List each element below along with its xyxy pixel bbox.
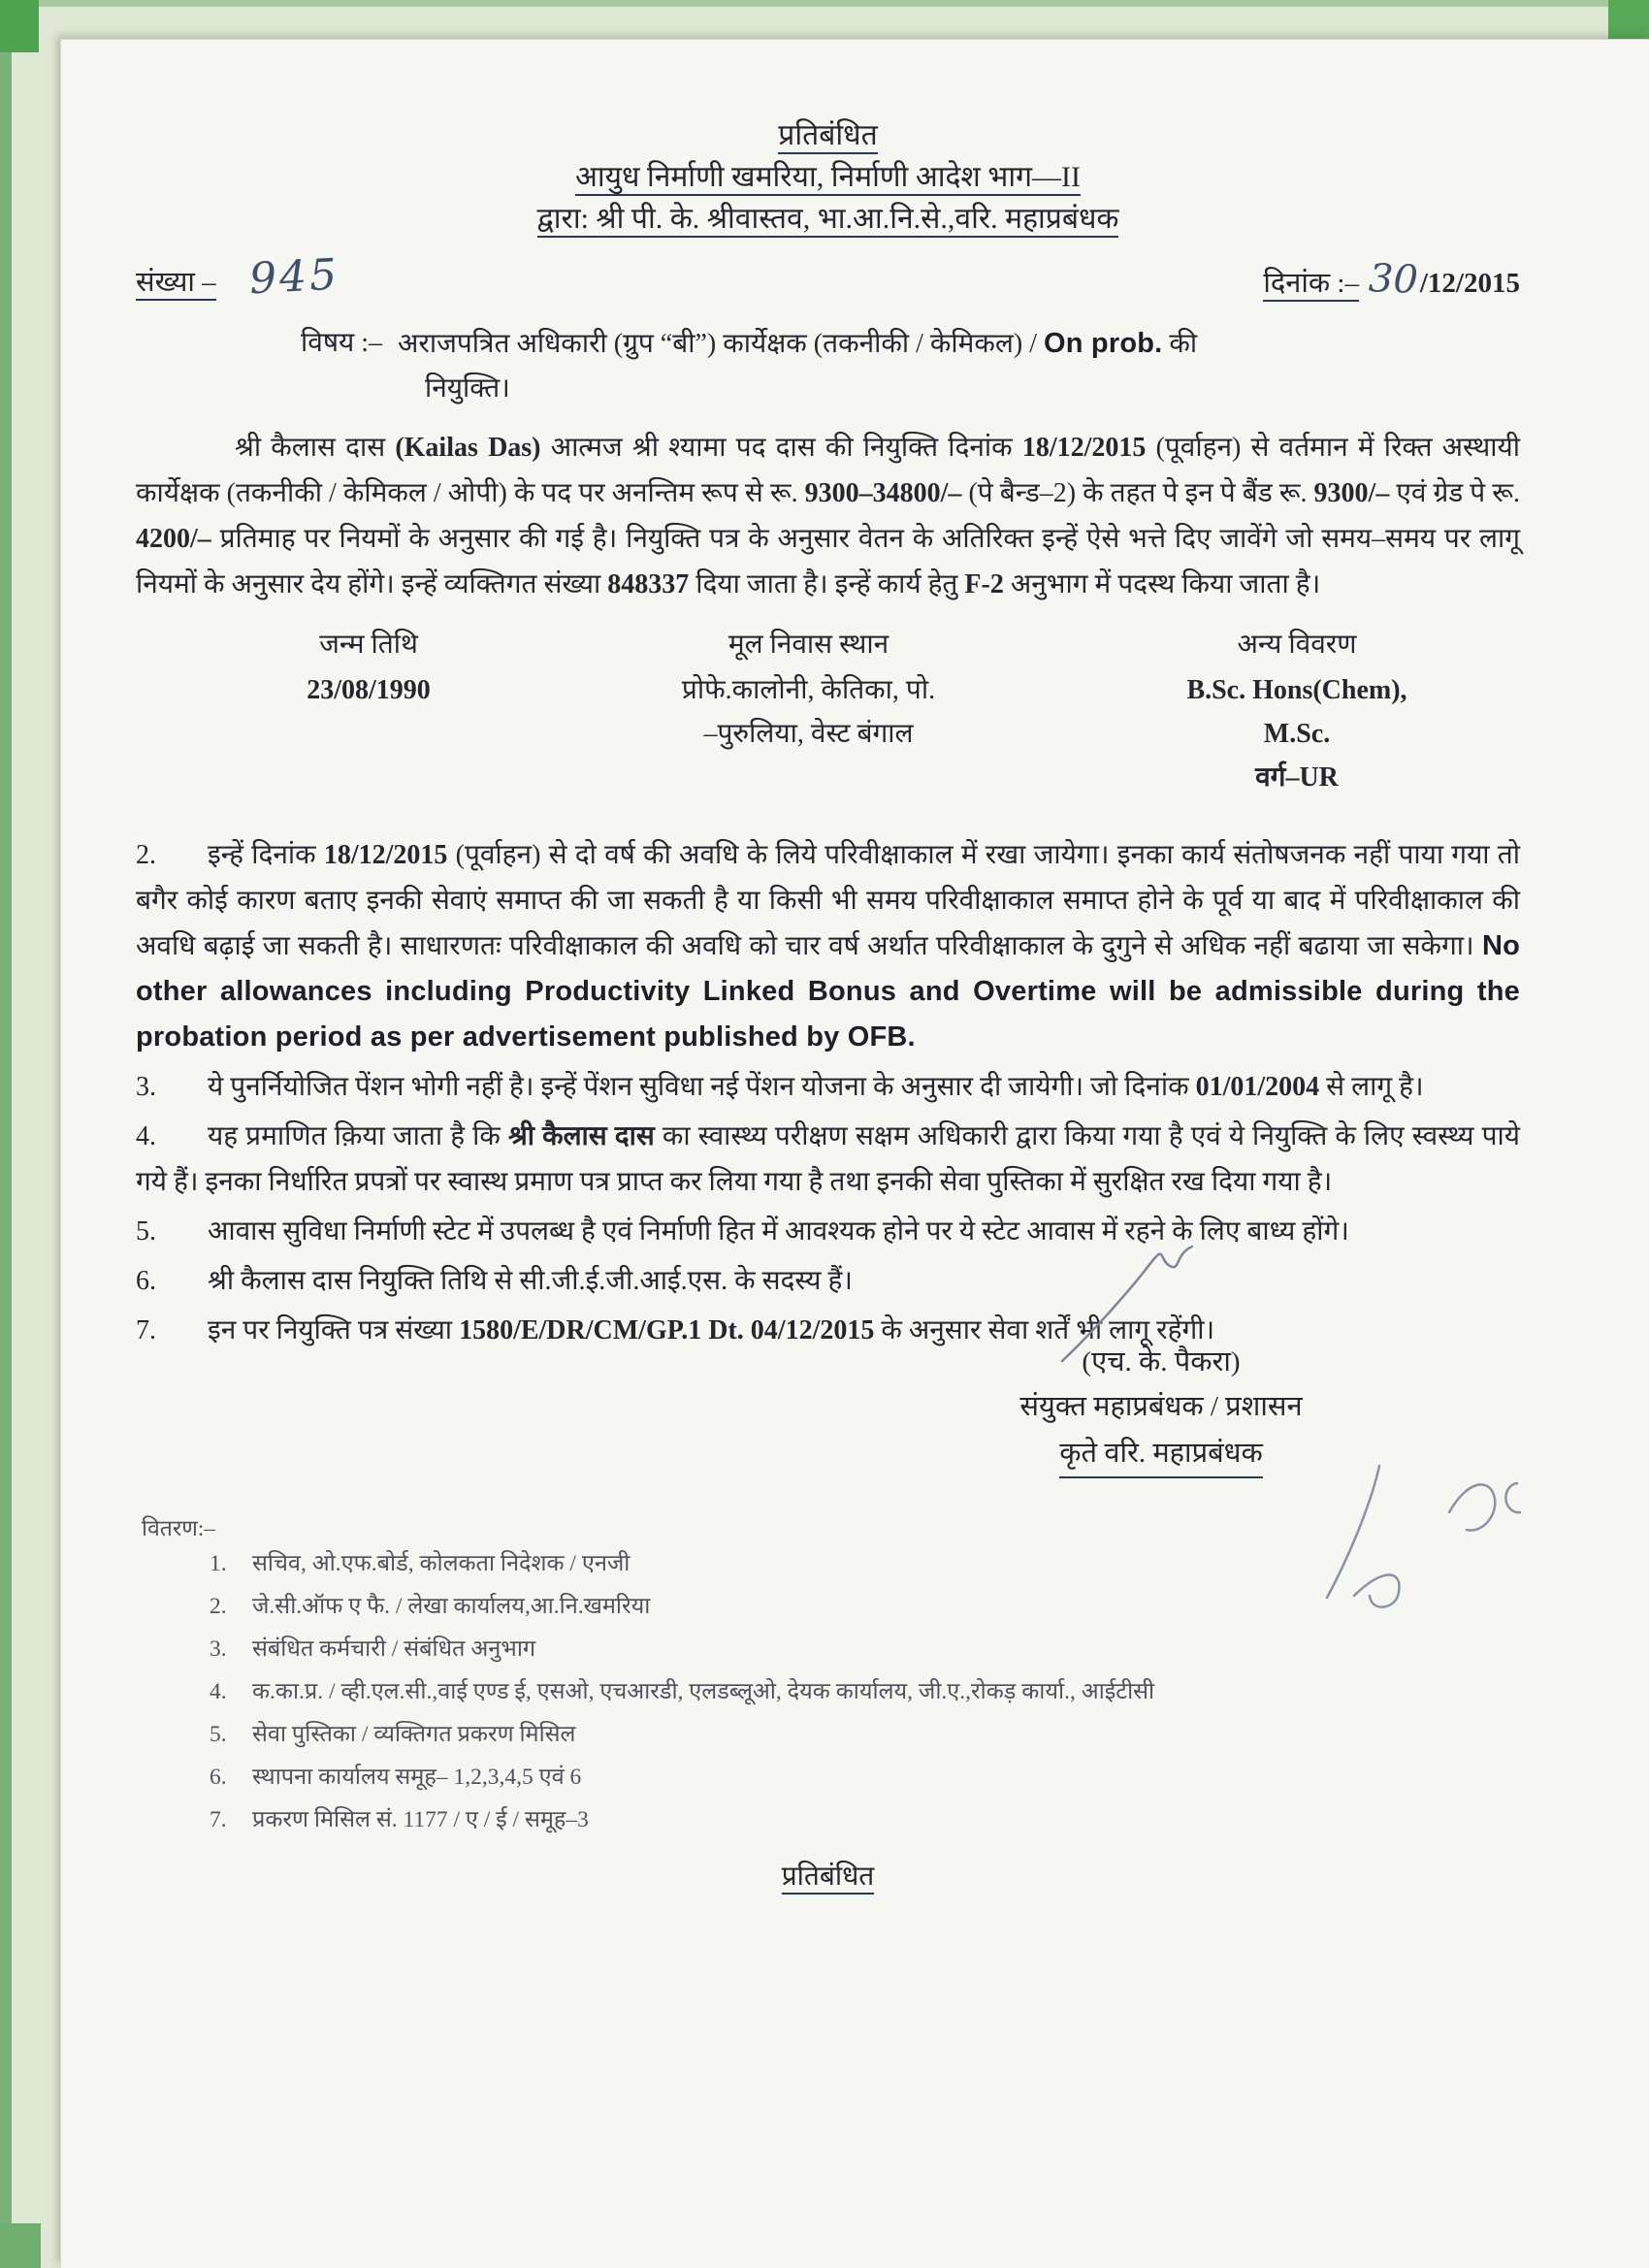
paragraph-number: 2. <box>136 840 156 870</box>
text-segment: श्री कैलास दास नियुक्ति तिथि से सी.जी.ई.जी.आई.एस. के सदस्य हैं। <box>208 1266 854 1296</box>
org-line-wrap <box>136 156 1520 198</box>
distribution-item-number: 1. <box>210 1551 227 1576</box>
distribution-item-text: सेवा पुस्तिका / व्यक्तिगत प्रकरण मिसिल <box>252 1722 576 1747</box>
text-segment: प्रतिमाह पर नियमों के अनुसार की गई है। नियुक्ति पत्र के अनुसार वेतन के अतिरिक्त इन्हें ऐसे भत्ते दिए जावेंगे जो समय–समय पर लागू नियमों के अनुसार देय होंगे। इन्हें व्यक्तिगत संख्या <box>136 524 1520 599</box>
info-value: प्रोफे.कालोनी, केतिका, पो. <box>681 675 936 705</box>
distribution-item-number: 6. <box>210 1765 227 1790</box>
text-segment: On prob. <box>1044 328 1163 359</box>
subject-block <box>301 321 1520 411</box>
number-handwritten: 945 <box>247 249 340 305</box>
text-segment: 01/01/2004 <box>1195 1072 1320 1102</box>
subject-line-1 <box>398 321 1197 367</box>
text-segment: (पे बैन्ड–2) के तहत पे इन पे बैंड रू. <box>961 478 1314 508</box>
subject-label: विषय :– <box>301 328 383 358</box>
text-segment: 9300–34800/– <box>804 478 962 508</box>
numbered-paragraph <box>136 1064 1520 1110</box>
paragraph-number: 6. <box>136 1266 156 1296</box>
text-segment: यह प्रमाणित क़िया जाता है कि <box>208 1121 508 1151</box>
paragraph-number: 3. <box>136 1072 156 1102</box>
text-segment: 4200/– <box>136 524 211 554</box>
info-value: B.Sc. Hons(Chem), <box>1186 675 1407 705</box>
text-segment: इन पर नियुक्ति पत्र संख्या <box>208 1315 460 1345</box>
document-paper <box>60 39 1649 2268</box>
appointment-paragraph <box>136 425 1520 607</box>
info-header: मूल निवास स्थान <box>728 630 889 660</box>
number-label: संख्या – <box>136 267 216 301</box>
doc-classification: प्रतिबंधित <box>778 119 877 154</box>
distribution-item <box>210 1670 1520 1713</box>
text-segment: 18/12/2015 <box>1021 433 1147 463</box>
text-segment: अनुभाग में पदस्थ किया जाता है। <box>1003 569 1321 599</box>
signature-name: (एच. के. पैकरा) <box>1082 1346 1241 1377</box>
info-header: जन्म तिथि <box>319 630 418 660</box>
distribution-item <box>210 1798 1520 1841</box>
numbered-paragraphs <box>136 832 1520 1353</box>
distribution-item-text: जे.सी.ऑफ ए फै. / लेखा कार्यालय,आ.नि.खमरिया <box>252 1594 651 1619</box>
signature-designation: संयुक्त महाप्रबंधक / प्रशासन <box>1019 1391 1303 1422</box>
subject-body <box>398 321 1197 411</box>
date-label: दिनांक :– <box>1263 268 1359 302</box>
text-segment: की <box>1162 329 1198 359</box>
paragraph-number: 4. <box>136 1121 156 1151</box>
number-date-row <box>136 249 1520 305</box>
text-segment: अराजपत्रित अधिकारी (ग्रुप “बी”) कार्येक्षक (तकनीकी / केमिकल) / <box>398 329 1044 359</box>
text-segment: आत्मज श्री श्यामा पद दास की नियुक्ति दिनांक <box>540 433 1022 463</box>
numbered-paragraph <box>136 1114 1520 1205</box>
distribution-item-text: सचिव, ओ.एफ.बोर्ड, कोलकता निदेशक / एनजी <box>252 1551 630 1576</box>
distribution-item-text: संबंधित कर्मचारी / संबंधित अनुभाग <box>252 1636 536 1662</box>
text-segment: श्री कैलास दास <box>507 1121 655 1151</box>
text-segment: (पूर्वाहन) से दो वर्ष की अवधि के लिये परिवीक्षाकाल में रखा जायेगा। इनका कार्य संतोषजनक नहीं पाया गया तो बगैर कोई कारण बताए इनकी सेवाएं समाप्त की जा सकती है या किसी भी समय परिवीक्षाकाल समाप्त होने के पूर्व या बाद में परिवीक्षाकाल की अवधि बढ़ाई जा सकती है। साधारणतः परिवीक्षाकाल की अवधि को चार वर्ष अर्थात परिवीक्षाकाल के दुगुने से अधिक नहीं बढाया जा सकेगा। <box>136 840 1520 961</box>
signature-scribble-icon <box>1054 1239 1210 1365</box>
date-day-handwritten: 30 <box>1368 256 1419 303</box>
text-segment: से लागू है। <box>1319 1072 1424 1102</box>
distribution-item-text: स्थापना कार्यालय समूह– 1,2,3,4,5 एवं 6 <box>252 1765 582 1790</box>
text-segment: 1580/E/DR/CM/GP.1 Dt. 04/12/2015 <box>459 1315 875 1345</box>
authority-line: द्वारा: श्री पी. के. श्रीवास्तव, भा.आ.नि.से.,वरि. महाप्रबंधक <box>537 203 1119 238</box>
text-segment: 18/12/2015 <box>323 840 448 870</box>
distribution-item-number: 5. <box>210 1722 227 1747</box>
info-value: M.Sc. <box>1263 719 1331 749</box>
scanner-bed-corner-bottom-left <box>0 2223 41 2268</box>
footer-classification: प्रतिबंधित <box>782 1862 875 1895</box>
details-columns <box>223 623 1491 799</box>
paragraph-number: 7. <box>136 1315 156 1345</box>
distribution-item-number: 3. <box>210 1636 227 1662</box>
text-segment: ये पुनर्नियोजित पेंशन भोगी नहीं है। इन्हें पेंशन सुविधा नई पेंशन योजना के अनुसार दी जायेगी। जो दिनांक <box>208 1072 1196 1102</box>
approval-scribble-icon <box>1311 1450 1554 1635</box>
text-segment: के अनुसार सेवा शर्तें भी लागू रहेंगी। <box>874 1315 1215 1345</box>
text-segment: दिया जाता है। इन्हें कार्य हेतु <box>689 569 965 599</box>
info-value: वर्ग–UR <box>1255 762 1339 793</box>
scanner-bed-corner-top-left <box>0 0 39 52</box>
doc-classification-wrap <box>136 114 1520 156</box>
number-field <box>136 249 340 305</box>
text-segment: 848337 <box>607 569 690 599</box>
date-field <box>1263 257 1520 302</box>
text-segment: आवास सुविधा निर्माणी स्टेट में उपलब्ध है एवं निर्माणी हित में आवश्यक होने पर ये स्टेट आवास में रहने के लिए बाध्य होंगे। <box>208 1216 1349 1247</box>
footer-classification-wrap <box>136 1857 1520 1894</box>
distribution-item-number: 2. <box>210 1594 227 1619</box>
text-segment: का स्वास्थ्य परीक्षण सक्षम अधिकारी द्वारा किया गया है एवं ये नियुक्ति के लिए स्वस्थ्य पाये गये हैं। इनका निर्धारित प्रपत्रों पर स्वास्थ प्रमाण पत्र प्राप्त कर लिया गया है तथा इनकी सेवा पुस्तिका में सुरक्षित रख दिया गया है। <box>136 1121 1520 1197</box>
text-segment: 9300/– <box>1313 478 1390 508</box>
distribution-item-number: 7. <box>210 1807 227 1832</box>
authority-line-wrap <box>136 198 1520 240</box>
date-month-year: /12/2015 <box>1419 268 1520 299</box>
subject-line-2: नियुक्ति। <box>425 373 510 404</box>
text-segment: इन्हें दिनांक <box>208 840 324 870</box>
numbered-paragraph <box>136 1258 1520 1304</box>
scanner-bed-top-edge <box>0 0 1649 7</box>
text-segment: (Kailas Das) <box>395 433 541 463</box>
org-line: आयुध निर्माणी खमरिया, निर्माणी आदेश भाग—II <box>575 161 1081 196</box>
info-column <box>600 623 1018 799</box>
distribution-item-text: प्रकरण मिसिल सं. 1177 / ए / ई / समूह–3 <box>252 1807 589 1832</box>
distribution-label: वितरण:– <box>142 1516 215 1540</box>
text-segment: F-2 <box>964 569 1004 599</box>
info-column <box>1103 623 1491 799</box>
distribution-item-text: क.का.प्र. / व्ही.एल.सी.,वाई एण्ड ई, एसओ, एचआरडी, एलडब्लूओ, देयक कार्यालय, जी.ए.,रोकड़ कार्या., आईटीसी <box>252 1679 1155 1704</box>
numbered-paragraph <box>136 1209 1520 1254</box>
text-segment: एवं ग्रेड पे रू. <box>1389 478 1520 508</box>
text-segment: No other allowances including Productivity Linked Bonus and Overtime will be admissible during the probation period as per advertisement published by OFB. <box>136 930 1520 1053</box>
info-column <box>223 623 514 799</box>
text-segment: श्री कैलास दास <box>235 433 396 463</box>
distribution-item <box>210 1756 1520 1798</box>
paragraph-number: 5. <box>136 1216 156 1247</box>
signature-for: कृते वरि. महाप्रबंधक <box>1059 1431 1262 1478</box>
info-value: 23/08/1990 <box>307 675 431 705</box>
numbered-paragraph <box>136 832 1520 1060</box>
distribution-item-number: 4. <box>210 1679 227 1704</box>
distribution-item <box>210 1713 1520 1756</box>
scanner-bed-left-edge <box>0 0 12 2268</box>
info-value: –पुरुलिया, वेस्ट बंगाल <box>703 719 914 749</box>
info-header: अन्य विवरण <box>1237 630 1357 660</box>
text-segment: (पूर्वाहन) से वर्तमान में रिक्त अस्थायी कार्येक्षक (तकनीकी / केमिकल / ओपी) के पद पर अनन्तिम रूप से रू. <box>136 433 1521 508</box>
